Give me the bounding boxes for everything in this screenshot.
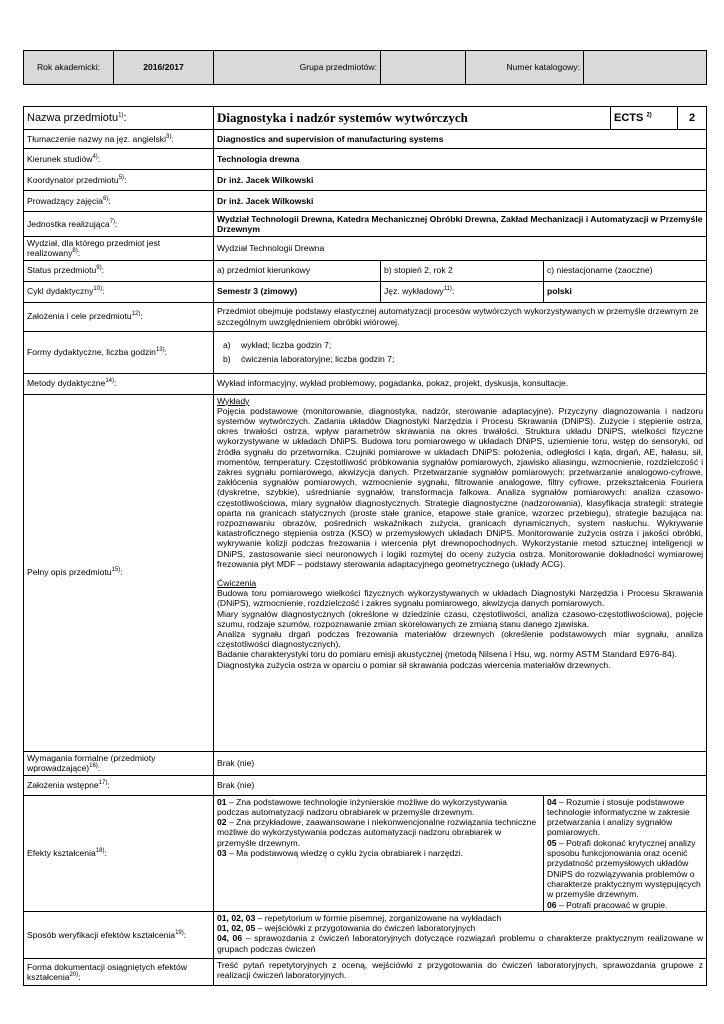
forms-item-b: b) ćwiczenia laboratoryjne; liczba godzin 7; [223, 354, 395, 365]
language-value: polski [544, 281, 707, 302]
outcomes-left [214, 795, 544, 911]
field-of-study-value: Technologia drewna [214, 149, 707, 170]
exercise-item: Diagnostyka zużycia ostrza w oparciu o pomiar sił skrawania podczas wiercenia materiałów drzewnych. [217, 659, 611, 670]
forms-value [214, 331, 707, 373]
field-of-study-label: Kierunek studiów$^{4)}$: [24, 149, 214, 170]
course-name-label: Nazwa przedmiotu$^{1)}$: [24, 107, 214, 130]
course-table [23, 106, 706, 986]
goals-value: Przedmiot obejmuje podstawy elastycznej automatyzacji procesów wytwórczych wykorzystywanych w przemyśle drzewnym ze szczególnym uwzględnieniem obróbki wiórowej. [214, 302, 707, 331]
outcome-item: 04 – Rozumie i stosuje podstawowe technologie informatyczne w zakresie przetwarzania i analizy sygnałów pomiarowych. [547, 796, 690, 838]
lectures-text: Pojęcia podstawowe (monitorowanie, diagnostyka, nadzór, sterowanie adaptacyjne). Przyczyny diagnozowania i nadzoru systemów wytwórczych. Zadania układów Diagnostyki Narzędzia i Procesu Skrawania (DNiPS). Zużycie i stępienie ostrza, okres trwałości ostrza, wpływ parametrów skrawania na okres trwałości. Struktura układu DNiPS, wielkości fizyczne wykorzystywane w układach DNiPS. Budowa toru pomiarowego w układach DNiPS, uziemienie toru, wstęp do sensoryki, od źródła sygnału do przetwornika. Czujniki pomiarowe w układach DNiPS: położenia, odległości i kąta, drgań, AE, hałasu, sił, momentów, temperatury. Częstotliwość próbkowania sygnałów pomiarowych, zjawisko aliasingu, wzmocnienie, rozdzielczość i zakres sygnału pomiarowego, akwizycja danych. Przetwarzanie sygnałów pomiarowych: przetwarzanie analogowo-cyfrowe, zakłócenia sygnałów pomiarowych, wzmocnienie sygnału, filtrowanie analogowe, filtry cyfrowe, przekształcenia Fouriera (dyskretne, szybkie), uśrednianie sygnałów, transformacja falkowa. Analiza sygnałów pomiarowych: analiza czasowo-częstotliwościowa, miary sygnałów diagnostycznych. Strategie diagnostyczne (nadzorowania), klasyfikacja strategii: strategie oparta na granicach statycznych (proste stałe granice, etapowe stałe granice, wzorzec przebiegu), strategie bazująca na: rozpoznawaniu obrazów, pośrednich wskaźnikach zużycia, granicach dynamicznych, system nasłuchu. Wykrywanie katastroficznego stępienia ostrza (KSO) w przemysłowych układach DNiPS. Monitorowanie zużycia ostrza i jakości obróbki, wykrywanie kolizji podczas frezowania i wiercenia płyt drewnopochodnych. Wykorzystanie metod sztucznej inteligencji w DNiPS, zastosowanie sieci neuronowych i logiki rozmytej do oceny zużycia ostrza. Monitorowanie dokładności wymiarowej frezowania płyt MDF – podstawy sterowania adaptacyjnego geometrycznego (układy ACG). [217, 405, 704, 569]
verification-item: 04, 06 – sprawozdania z ćwiczeń laboratoryjnych dotyczące rozwiązań problemu o charakterze praktycznym realizowane w grupach podczas ćwiczeń [217, 933, 704, 954]
row-name [24, 107, 707, 130]
ects-value: 2 [688, 111, 696, 124]
faculty-value: Wydział Technologii Drewna [214, 237, 707, 261]
status-label: Status przedmiotu$^{9)}$: [24, 260, 214, 281]
outcome-item: 03 – Ma podstawową wiedzę o cyklu życia obrabiarek i narzędzi. [217, 848, 464, 859]
catalog-number-label: Numer katalogowy: [466, 51, 584, 85]
faculty-label: Wydział, dla którego przedmiot jest realizowany$^{8)}$: [24, 237, 214, 261]
outcomes-label: Efekty kształcenia$^{18)}$: [24, 795, 214, 911]
outcome-item: 01 – Zna podstawowe technologie inżynierskie możliwe do wykorzystywania podczas automatyzacji nadzoru obrabiarek w przemyśle drzewnym. [217, 796, 507, 817]
catalog-number-value [584, 51, 707, 85]
translation-label: Tłumaczenie nazwy na jęz. angielski$^{3)}$: [24, 130, 214, 149]
description-label: Pełny opis przedmiotu$^{15)}$: [24, 394, 214, 751]
cycle-value: Semestr 3 (zimowy) [214, 281, 381, 302]
course-group-label: Grupa przedmiotów: [214, 51, 381, 85]
goals-label: Założenia i cele przedmiotu$^{12)}$: [24, 302, 214, 331]
cycle-label: Cykl dydaktyczny$^{10)}$: [24, 281, 214, 302]
documentation-label: Forma dokumentacji osiągniętych efektów kształcenia$^{20)}$: [24, 958, 214, 985]
outcome-item: 06 – Potrafi pracować w grupie. [547, 899, 668, 910]
methods-label: Metody dydaktyczne$^{14)}$: [24, 373, 214, 394]
exercise-item: Budowa toru pomiarowego wielkości fizycznych wykorzystywanych w układach Diagnostyki Narzędzia i Procesu Skrawania (DNiPS), wzmocnienie, rozdzielczość i zakres sygnału pomiarowego, akwizycja danych pomiarowych. [217, 588, 704, 609]
course-name-value: Diagnostyka i nadzór systemów wytwórczych [214, 107, 611, 130]
coordinator-value: Dr inż. Jacek Wilkowski [214, 170, 707, 191]
prerequisites-value: Brak (nie) [214, 775, 707, 795]
verification-label: Sposób weryfikacji efektów kształcenia$^{19)}$: [24, 911, 214, 958]
requirements-value: Brak (nie) [214, 751, 707, 775]
exercise-item: Analiza sygnału drgań podczas frezowania materiałów drzewnych (określenie podstawowych miar sygnału, analiza częstotliwości diagnostycznych). [217, 629, 704, 650]
documentation-value: Treść pytań repetytoryjnych z oceną, wejściówki z przygotowania do ćwiczeń laboratoryjnych, sprawozdania grupowe z realizacji ćwiczeń laboratoryjnych. [214, 958, 707, 985]
translation-value: Diagnostics and supervision of manufacturing systems [214, 130, 707, 149]
exercise-item: Miary sygnałów diagnostycznych (określone w dziedzinie czasu, częstotliwości, analiza czasowo-częstotliwościowa), pojęcie szumu, rodzaje szumów, rozpoznawanie zmian skorelowanych ze zmianą stanu danego zjawiska. [217, 608, 704, 629]
verification-item: 01, 02, 03 – repetytorium w formie pisemnej, zorganizowane na wykładach [217, 912, 502, 923]
outcome-item: 02 – Zna przykładowe, zaawansowane i niekonwencjonalne rozwiązania techniczne możliwe do wykorzystywania podczas automatyzacji nadzoru obrabiarek w przemyśle drzewnym. [217, 817, 537, 848]
academic-year-label: Rok akademicki: [24, 51, 114, 85]
verification-item: 01, 02, 05 – wejściówki z przygotowania do ćwiczeń laboratoryjnych [217, 923, 476, 934]
instructor-value: Dr inż. Jacek Wilkowski [214, 191, 707, 212]
status-c: c) niestacjonarne (zaoczne) [544, 260, 707, 281]
methods-value: Wykład informacyjny, wykład problemowy, pogadanka, pokaz, projekt, dyskusja, konsultacje. [214, 373, 707, 394]
instructor-label: Prowadzący zajęcia$^{6)}$: [24, 191, 214, 212]
language-label: Jęz. wykładowy$^{11)}$: [381, 281, 544, 302]
coordinator-label: Koordynator przedmiotu$^{5)}$: [24, 170, 214, 191]
requirements-label: Wymagania formalne (przedmioty wprowadzające)$^{16)}$: [24, 751, 214, 775]
forms-item-a: a) wykład; liczba godzin 7; [223, 339, 332, 350]
unit-label: Jednostka realizująca$^{7)}$: [24, 212, 214, 237]
outcomes-right [544, 795, 707, 911]
header-table [23, 50, 706, 85]
forms-label: Formy dydaktyczne, liczba godzin$^{13)}$: [24, 331, 214, 373]
prerequisites-label: Założenia wstępne$^{17)}$: [24, 775, 214, 795]
verification-value [214, 911, 707, 958]
status-b: b) stopień 2, rok 2 [381, 260, 544, 281]
unit-value: Wydział Technologii Drewna, Katedra Mechanicznej Obróbki Drewna, Zakład Mechanizacji i Automatyzacji w Przemyśle Drzewnym [214, 212, 707, 237]
exercise-item: Badanie charakterystyki toru do pomiaru emisji akustycznej (metodą Nilsena i Hsu, wg. normy ASTM Standard E976-84). [217, 649, 677, 660]
academic-year-value: 2016/2017 [114, 51, 214, 85]
course-group-value [381, 51, 466, 85]
ects-label: ECTS $^{2)}$ [611, 107, 678, 129]
description-value [214, 394, 707, 751]
lectures-heading: Wykłady [217, 395, 250, 406]
status-a: a) przedmiot kierunkowy [214, 260, 381, 281]
outcome-item: 05 – Potrafi dokonać krytycznej analizy sposobu funkcjonowania oraz ocenić przydatność przemysłowych układów DNiPS do rozwiązywania problemów o charakterze praktycznym występujących w przemyśle drzewnym. [547, 837, 701, 900]
exercises-heading: Ćwiczenia [217, 578, 257, 589]
